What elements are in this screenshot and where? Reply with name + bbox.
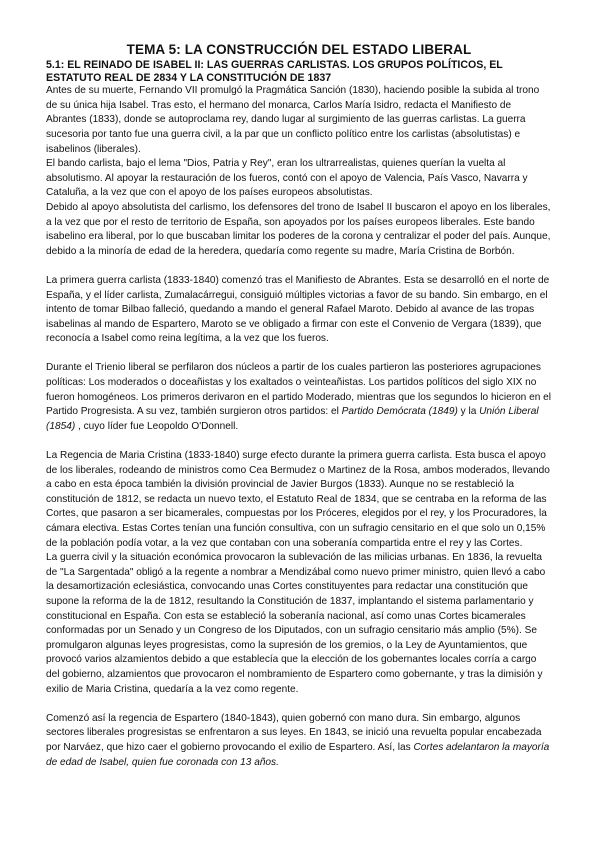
paragraph-gap [46,434,552,449]
partidos-end-text: , cuyo líder fue Leopoldo O'Donnell. [75,420,239,432]
document-title: TEMA 5: LA CONSTRUCCIÓN DEL ESTADO LIBERAL [126,42,472,57]
partidos-connector-text: y la [457,406,480,418]
paragraph-bando-carlista: El bando carlista, bajo el lema "Dios, Patria y Rey", eran los ultrarrealistas, quienes querían la vuelta al absolutismo. Al apoyar la restauración de los fueros, contó con el apoyo de Valencia, País Vasco, Navarra y Cataluña, a la vez que con el apoyo de los países europeos absolutistas. [46,158,528,199]
paragraph-bando-isabelino: Debido al apoyo absolutista del carlismo, los defensores del trono de Isabel II buscaron el apoyo en los liberales, a la vez que por el resto de territorio de España, son apoyados por los países europeos liberales. Este bando isabelino era liberal, por lo que buscaban limitar los poderes de la corona y centralizar el poder del país. Aunque, debido a la minoría de edad de la heredera, quedaría como regente su madre, María Cristina de Borbón. [46,201,551,257]
paragraph-gap [46,259,552,274]
partidos-text: Durante el Trienio liberal se perfilaron dos núcleos a partir de los cuales partieron las posteriores agrupaciones políticas: Los moderados o doceañistas y los exaltados o veinteañistas. Los partidos políticos del siglo XIX no fueron homogéneos. Los primeros derivaron en el partido Moderado, mientras que los segundos lo hicieron en el Partido Progresista. A su vez, también surgieron otros partidos: el [46,362,551,418]
paragraph-partidos-politicos [46,361,552,434]
section-subtitle: 5.1: EL REINADO DE ISABEL II: LAS GUERRAS CARLISTAS. LOS GRUPOS POLÍTICOS, EL ESTATUTO REAL DE 2834 Y LA CONSTITUCIÓN DE 1837 [46,59,503,84]
espartero-text: Comenzó así la regencia de Espartero (1840-1843), quien gobernó con mano dura. Sin embargo, algunos sectores liberales progresistas se enfrentaron a sus leyes. En 1843, se inició una revuelta popular encabezada por Narváez, que hizo caer el gobierno provocando el exilio de Espartero. Así, las [46,712,542,753]
paragraph-gap [46,347,552,362]
union-liberal-text: Unión Liberal (1854) [46,406,539,432]
mayoria-edad-text: Cortes adelantaron la mayoría de edad de Isabel, quien fue coronada con 13 años. [46,741,550,768]
partido-democrata-text: Partido Demócrata (1849) [341,406,458,418]
paragraph-primera-guerra-carlista: La primera guerra carlista (1833-1840) comenzó tras el Manifiesto de Abrantes. Esta se desarrolló en el norte de España, y el líder carlista, Zumalacárregui, consiguió múltiples victorias a favor de su bando. Sin embargo, en el intento de tomar Bilbao falleció, quedando a mando el general Rafael Maroto. Debido al avance de las tropas isabelinas al mando de Espartero, Maroto se ve obligado a firmar con este el Convenio de Vergara (1839), que reconocía a Isabel como reina legítima, a la vez que los fueros. [46,274,550,345]
paragraph-constitucion-1837: La guerra civil y la situación económica provocaron la sublevación de las milicias urbanas. En 1836, la revuelta de "La Sargentada" obligó a la regente a nombrar a Mendizábal como nuevo primer ministro, quien llevó a cabo la desamortización eclesiástica, convocando unas Cortes constituyentes para redactar una constitución que supone la reforma de la de 1812, resultando la Constitución de 1837, implantando el sistema parlamentario y constitucional en España. Con esta se estableció la soberanía nacional, así como unas Cortes bicamerales conformadas por un Senado y un Congreso de los Diputados, con un sufragio censitario más amplio (5%). Se promulgaron algunas leyes progresistas, como la supresión de los gremios, o la Ley de Ayuntamientos, que provocó varios alzamientos debido a que establecía que la elección de los gobernantes locales corría a cargo del gobierno, alzamientos que provocaron el nombramiento de Espartero como gobernante, y tras la dimisión y exilio de Maria Cristina, quedaría a la vez como regente. [46,552,546,695]
paragraph-regencia-espartero [46,712,552,770]
paragraph-pragmatica: Antes de su muerte, Fernando VII promulgó la Pragmática Sanción (1830), haciendo posible la subida al trono de su única hija Isabel. Tras esto, el hermano del monarca, Carlos María Isidro, redacta el Manifiesto de Abrantes (1833), donde se autoproclama rey, dando lugar al surgimiento de las guerras carlistas. La guerra sucesoria por tanto fue una guerra civil, a la par que un conflicto político entre los carlistas (absolutistas) e isabelinos (liberales). [46,85,540,155]
paragraph-gap [46,697,552,712]
paragraph-regencia-maria-cristina: La Regencia de Maria Cristina (1833-1840) surge efecto durante la primera guerra carlista. Esta busca el apoyo de los liberales, rodeando de ministros como Cea Bermudez o Martinez de la Rosa, ambos moderados, llevando a cabo en esta época también la división provincial de Javier Burgos (1833). Aunque no se restableció la constitución de 1812, se redacta un nuevo texto, el Estatuto Real de 1834, que se centraba en la reforma de las Cortes, que pasaron a ser bicamerales, compuestas por los Próceres, elegidos por el rey, y los Procuradores, la cámara electiva. Estas Cortes tenían una función consultiva, con un sufragio censitario en el que solo un 0,15% de la población podía votar, a la vez que contaban con una soberanía compartida entre el rey y las Cortes. [46,450,550,549]
